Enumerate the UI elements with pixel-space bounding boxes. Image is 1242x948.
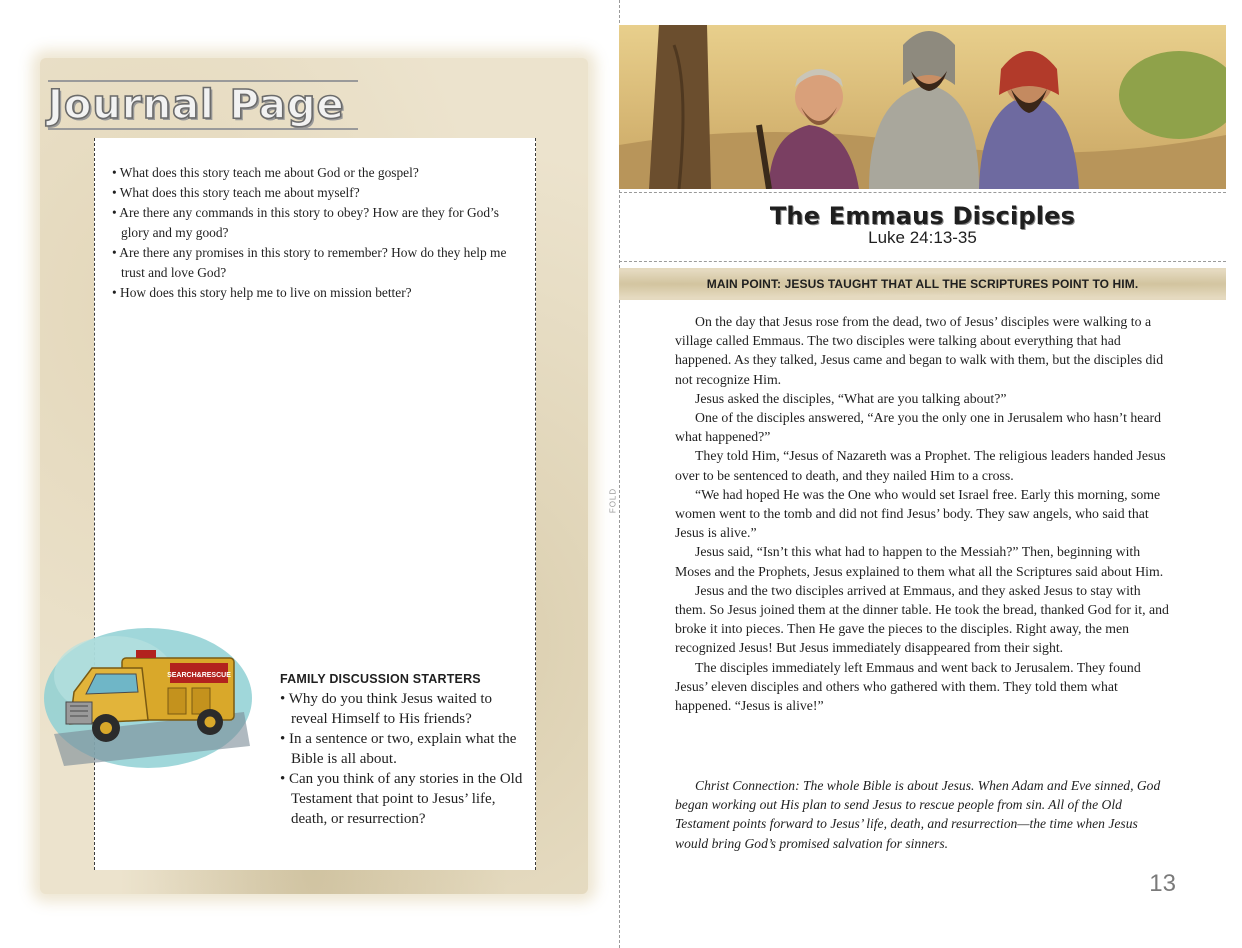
journal-prompt: • Are there any commands in this story to obey? How are they for God’s glory and my good? bbox=[112, 203, 512, 243]
story-paragraph: Jesus asked the disciples, “What are you talking about?” bbox=[695, 390, 1007, 406]
left-page bbox=[0, 0, 618, 948]
page-number: 13 bbox=[1149, 870, 1176, 897]
story-paragraph: “We had hoped He was the One who would set Israel free. Early this morning, some women went to the tomb and did not find Jesus’ body. They saw angels, who said that Jesus is alive.” bbox=[675, 486, 1161, 541]
journal-prompt: • What does this story teach me about myself? bbox=[112, 183, 512, 203]
family-discussion-box bbox=[280, 672, 526, 829]
christ-connection: Christ Connection: The whole Bible is about Jesus. When Adam and Eve sinned, God began working out His plan to send Jesus to rescue people from sin. All of the Old Testament points forward to Jesus’ life, death, and resurrection—the time when Jesus would bring God’s promised salvation for sinners. bbox=[675, 778, 1161, 851]
discussion-question: • Can you think of any stories in the Old Testament that point to Jesus’ life, death, or resurrection? bbox=[280, 769, 526, 829]
scripture-reference: Luke 24:13-35 bbox=[868, 228, 977, 247]
main-point-band bbox=[619, 268, 1226, 300]
family-discussion-list bbox=[280, 689, 526, 829]
story-paragraph: Jesus and the two disciples arrived at Emmaus, and they asked Jesus to stay with them. So Jesus joined them at the dinner table. He took the bread, thanked God for it, and broke it into pieces. Then He gave the pieces to the disciples. Right away, the men recognized Jesus! But Jesus immediately disappeared from their sight. bbox=[675, 582, 1169, 656]
story-paragraph: They told Him, “Jesus of Nazareth was a Prophet. The religious leaders handed Jesus over to be sentenced to death, and they nailed Him to a cross. bbox=[675, 448, 1166, 483]
story-paragraph: One of the disciples answered, “Are you the only one in Jerusalem who hasn’t heard what happened?” bbox=[675, 410, 1162, 445]
journal-prompt: • What does this story teach me about God or the gospel? bbox=[112, 163, 512, 183]
journal-prompt: • How does this story help me to live on mission better? bbox=[112, 283, 512, 303]
discussion-question: • Why do you think Jesus waited to reveal Himself to His friends? bbox=[280, 689, 526, 729]
truck-sign-text: SEARCH&RESCUE bbox=[167, 672, 231, 679]
story-title: The Emmaus Disciples bbox=[769, 202, 1076, 230]
story-paragraph: On the day that Jesus rose from the dead, two of Jesus’ disciples were walking to a village called Emmaus. The two disciples were talking about everything that had happened. As they talked, Jesus came and began to walk with them, but the disciples did not recognize Him. bbox=[675, 314, 1164, 387]
family-discussion-heading: FAMILY DISCUSSION STARTERS bbox=[280, 672, 481, 686]
main-point: MAIN POINT: JESUS TAUGHT THAT ALL THE SCRIPTURES POINT TO HIM. bbox=[706, 277, 1139, 291]
emmaus-illustration bbox=[619, 25, 1226, 189]
fold-label: FOLD bbox=[608, 487, 618, 514]
journal-page-title: Journal Page bbox=[48, 80, 358, 130]
journal-prompt-list bbox=[112, 163, 512, 303]
rescue-truck-illustration bbox=[44, 616, 258, 772]
discussion-question: • In a sentence or two, explain what the Bible is all about. bbox=[280, 729, 526, 769]
story-paragraph: The disciples immediately left Emmaus and went back to Jerusalem. They found Jesus’ eleven disciples and others who gathered with them. They told them what happened. “Jesus is alive!” bbox=[675, 659, 1141, 714]
journal-prompt: • Are there any promises in this story to remember? How do they help me trust and love God? bbox=[112, 243, 512, 283]
story-text bbox=[675, 312, 1171, 715]
story-paragraph: Jesus said, “Isn’t this what had to happen to the Messiah?” Then, beginning with Moses and the Prophets, Jesus explained to them what all the Scriptures said about Him. bbox=[675, 544, 1164, 579]
story-title-band bbox=[619, 192, 1226, 262]
